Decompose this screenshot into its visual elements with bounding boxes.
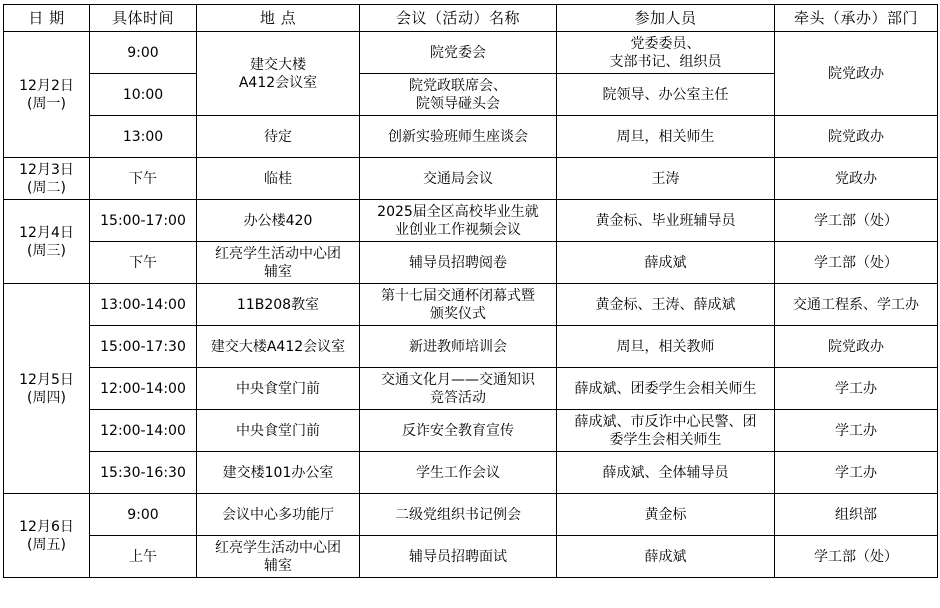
time-cell: 13:00: [90, 116, 197, 158]
table-row: [4, 452, 938, 494]
event-name-line: 交通文化月——交通知识: [381, 371, 535, 388]
participants-cell: 黄金标、王涛、薛成斌: [557, 284, 775, 326]
event-name-line: 竞答活动: [430, 389, 486, 406]
place-cell: 办公楼420: [197, 200, 360, 242]
event-name-line: 颁奖仪式: [430, 305, 486, 322]
participants-line: 支部书记、组织员: [609, 53, 722, 70]
header-participants: 参加人员: [557, 5, 775, 32]
date-cell: [4, 494, 90, 578]
place-cell: 中央食堂门前: [197, 368, 360, 410]
place-cell: 待定: [197, 116, 360, 158]
weekday-text: (周四): [27, 389, 66, 406]
place-cell: [197, 242, 360, 284]
event-name-cell: [360, 284, 557, 326]
participants-cell: 薛成斌、团委学生会相关师生: [557, 368, 775, 410]
event-name-cell: [360, 200, 557, 242]
event-name-line: 院党委会: [430, 44, 486, 61]
event-name-cell: 创新实验班师生座谈会: [360, 116, 557, 158]
time-cell: 15:00-17:00: [90, 200, 197, 242]
event-name-cell: 反诈安全教育宣传: [360, 410, 557, 452]
weekday-text: (周二): [27, 179, 66, 196]
host-dept-cell: 院党政办: [775, 32, 938, 116]
host-dept-cell: 交通工程系、学工办: [775, 284, 938, 326]
participants-line: 院领导、办公室主任: [602, 86, 729, 103]
place-cell: 建交大楼A412会议室: [197, 326, 360, 368]
place-line: A412会议室: [238, 74, 318, 91]
date-cell: [4, 32, 90, 158]
place-line: 辅室: [264, 263, 292, 280]
table-row: [4, 284, 938, 326]
host-dept-cell: 党政办: [775, 158, 938, 200]
place-cell: 会议中心多功能厅: [197, 494, 360, 536]
date-text: 12月2日: [19, 77, 74, 94]
host-dept-cell: 院党政办: [775, 116, 938, 158]
header-event-name: 会议（活动）名称: [360, 5, 557, 32]
table-row: [4, 410, 938, 452]
participants-cell: [557, 32, 775, 74]
time-cell: 下午: [90, 158, 197, 200]
place-cell: 中央食堂门前: [197, 410, 360, 452]
host-dept-cell: 学工部（处）: [775, 536, 938, 578]
time-cell: 10:00: [90, 74, 197, 116]
participants-cell: 周旦，相关师生: [557, 116, 775, 158]
event-name-cell: [360, 368, 557, 410]
header-host-dept: 牵头（承办）部门: [775, 5, 938, 32]
time-cell: 9:00: [90, 32, 197, 74]
table-row: [4, 326, 938, 368]
time-cell: 12:00-14:00: [90, 410, 197, 452]
participants-cell: 薛成斌: [557, 242, 775, 284]
date-text: 12月6日: [19, 518, 74, 535]
header-place: 地 点: [197, 5, 360, 32]
participants-cell: [557, 74, 775, 116]
event-name-line: 院领导碰头会: [416, 95, 500, 112]
place-line: 红亮学生活动中心团: [215, 245, 341, 262]
event-name-cell: [360, 74, 557, 116]
host-dept-cell: 学工办: [775, 410, 938, 452]
place-line: 辅室: [264, 557, 292, 574]
weekday-text: (周五): [27, 536, 66, 553]
table-row: [4, 32, 938, 74]
event-name-cell: 交通局会议: [360, 158, 557, 200]
time-cell: 15:00-17:30: [90, 326, 197, 368]
header-row: [4, 5, 938, 32]
host-dept-cell: 组织部: [775, 494, 938, 536]
participants-line: 薛成斌、市反诈中心民警、团: [574, 413, 757, 430]
time-cell: 上午: [90, 536, 197, 578]
place-cell: 临桂: [197, 158, 360, 200]
event-name-line: 院党政联席会、: [409, 77, 507, 94]
event-name-cell: 辅导员招聘面试: [360, 536, 557, 578]
date-text: 12月3日: [19, 161, 74, 178]
weekday-text: (周三): [27, 242, 66, 259]
event-name-line: 业创业工作视频会议: [395, 221, 521, 238]
place-line: 红亮学生活动中心团: [215, 539, 341, 556]
time-cell: 下午: [90, 242, 197, 284]
event-name-cell: 学生工作会议: [360, 452, 557, 494]
header-time: 具体时间: [90, 5, 197, 32]
table-row: [4, 116, 938, 158]
date-text: 12月4日: [19, 224, 74, 241]
participants-line: 委学生会相关师生: [609, 431, 722, 448]
place-cell: [197, 32, 360, 116]
host-dept-cell: 院党政办: [775, 326, 938, 368]
participants-cell: 黄金标: [557, 494, 775, 536]
date-cell: [4, 200, 90, 284]
time-cell: 12:00-14:00: [90, 368, 197, 410]
time-cell: 13:00-14:00: [90, 284, 197, 326]
host-dept-cell: 学工办: [775, 368, 938, 410]
date-text: 12月5日: [19, 371, 74, 388]
event-name-cell: 二级党组织书记例会: [360, 494, 557, 536]
place-cell: 建交楼101办公室: [197, 452, 360, 494]
time-cell: 9:00: [90, 494, 197, 536]
place-cell: [197, 536, 360, 578]
weekday-text: (周一): [27, 95, 66, 112]
place-cell: 11B208教室: [197, 284, 360, 326]
event-name-cell: [360, 32, 557, 74]
header-date: 日 期: [4, 5, 90, 32]
date-cell: [4, 158, 90, 200]
table-row: [4, 158, 938, 200]
table-row: [4, 368, 938, 410]
participants-cell: [557, 410, 775, 452]
participants-cell: 王涛: [557, 158, 775, 200]
participants-cell: 黄金标、毕业班辅导员: [557, 200, 775, 242]
event-name-line: 第十七届交通杯闭幕式暨: [381, 287, 535, 304]
host-dept-cell: 学工部（处）: [775, 242, 938, 284]
date-cell: [4, 284, 90, 494]
table-row: [4, 242, 938, 284]
event-name-cell: 新进教师培训会: [360, 326, 557, 368]
participants-cell: 薛成斌: [557, 536, 775, 578]
place-line: 建交大楼: [250, 56, 306, 73]
participants-cell: 周旦，相关教师: [557, 326, 775, 368]
participants-line: 党委委员、: [630, 35, 701, 52]
host-dept-cell: 学工部（处）: [775, 200, 938, 242]
event-name-line: 2025届全区高校毕业生就: [377, 203, 539, 220]
time-cell: 15:30-16:30: [90, 452, 197, 494]
host-dept-cell: 学工办: [775, 452, 938, 494]
event-name-cell: 辅导员招聘阅卷: [360, 242, 557, 284]
table-row: [4, 536, 938, 578]
table-row: [4, 200, 938, 242]
schedule-table: [3, 4, 938, 578]
participants-cell: 薛成斌、全体辅导员: [557, 452, 775, 494]
table-row: [4, 494, 938, 536]
